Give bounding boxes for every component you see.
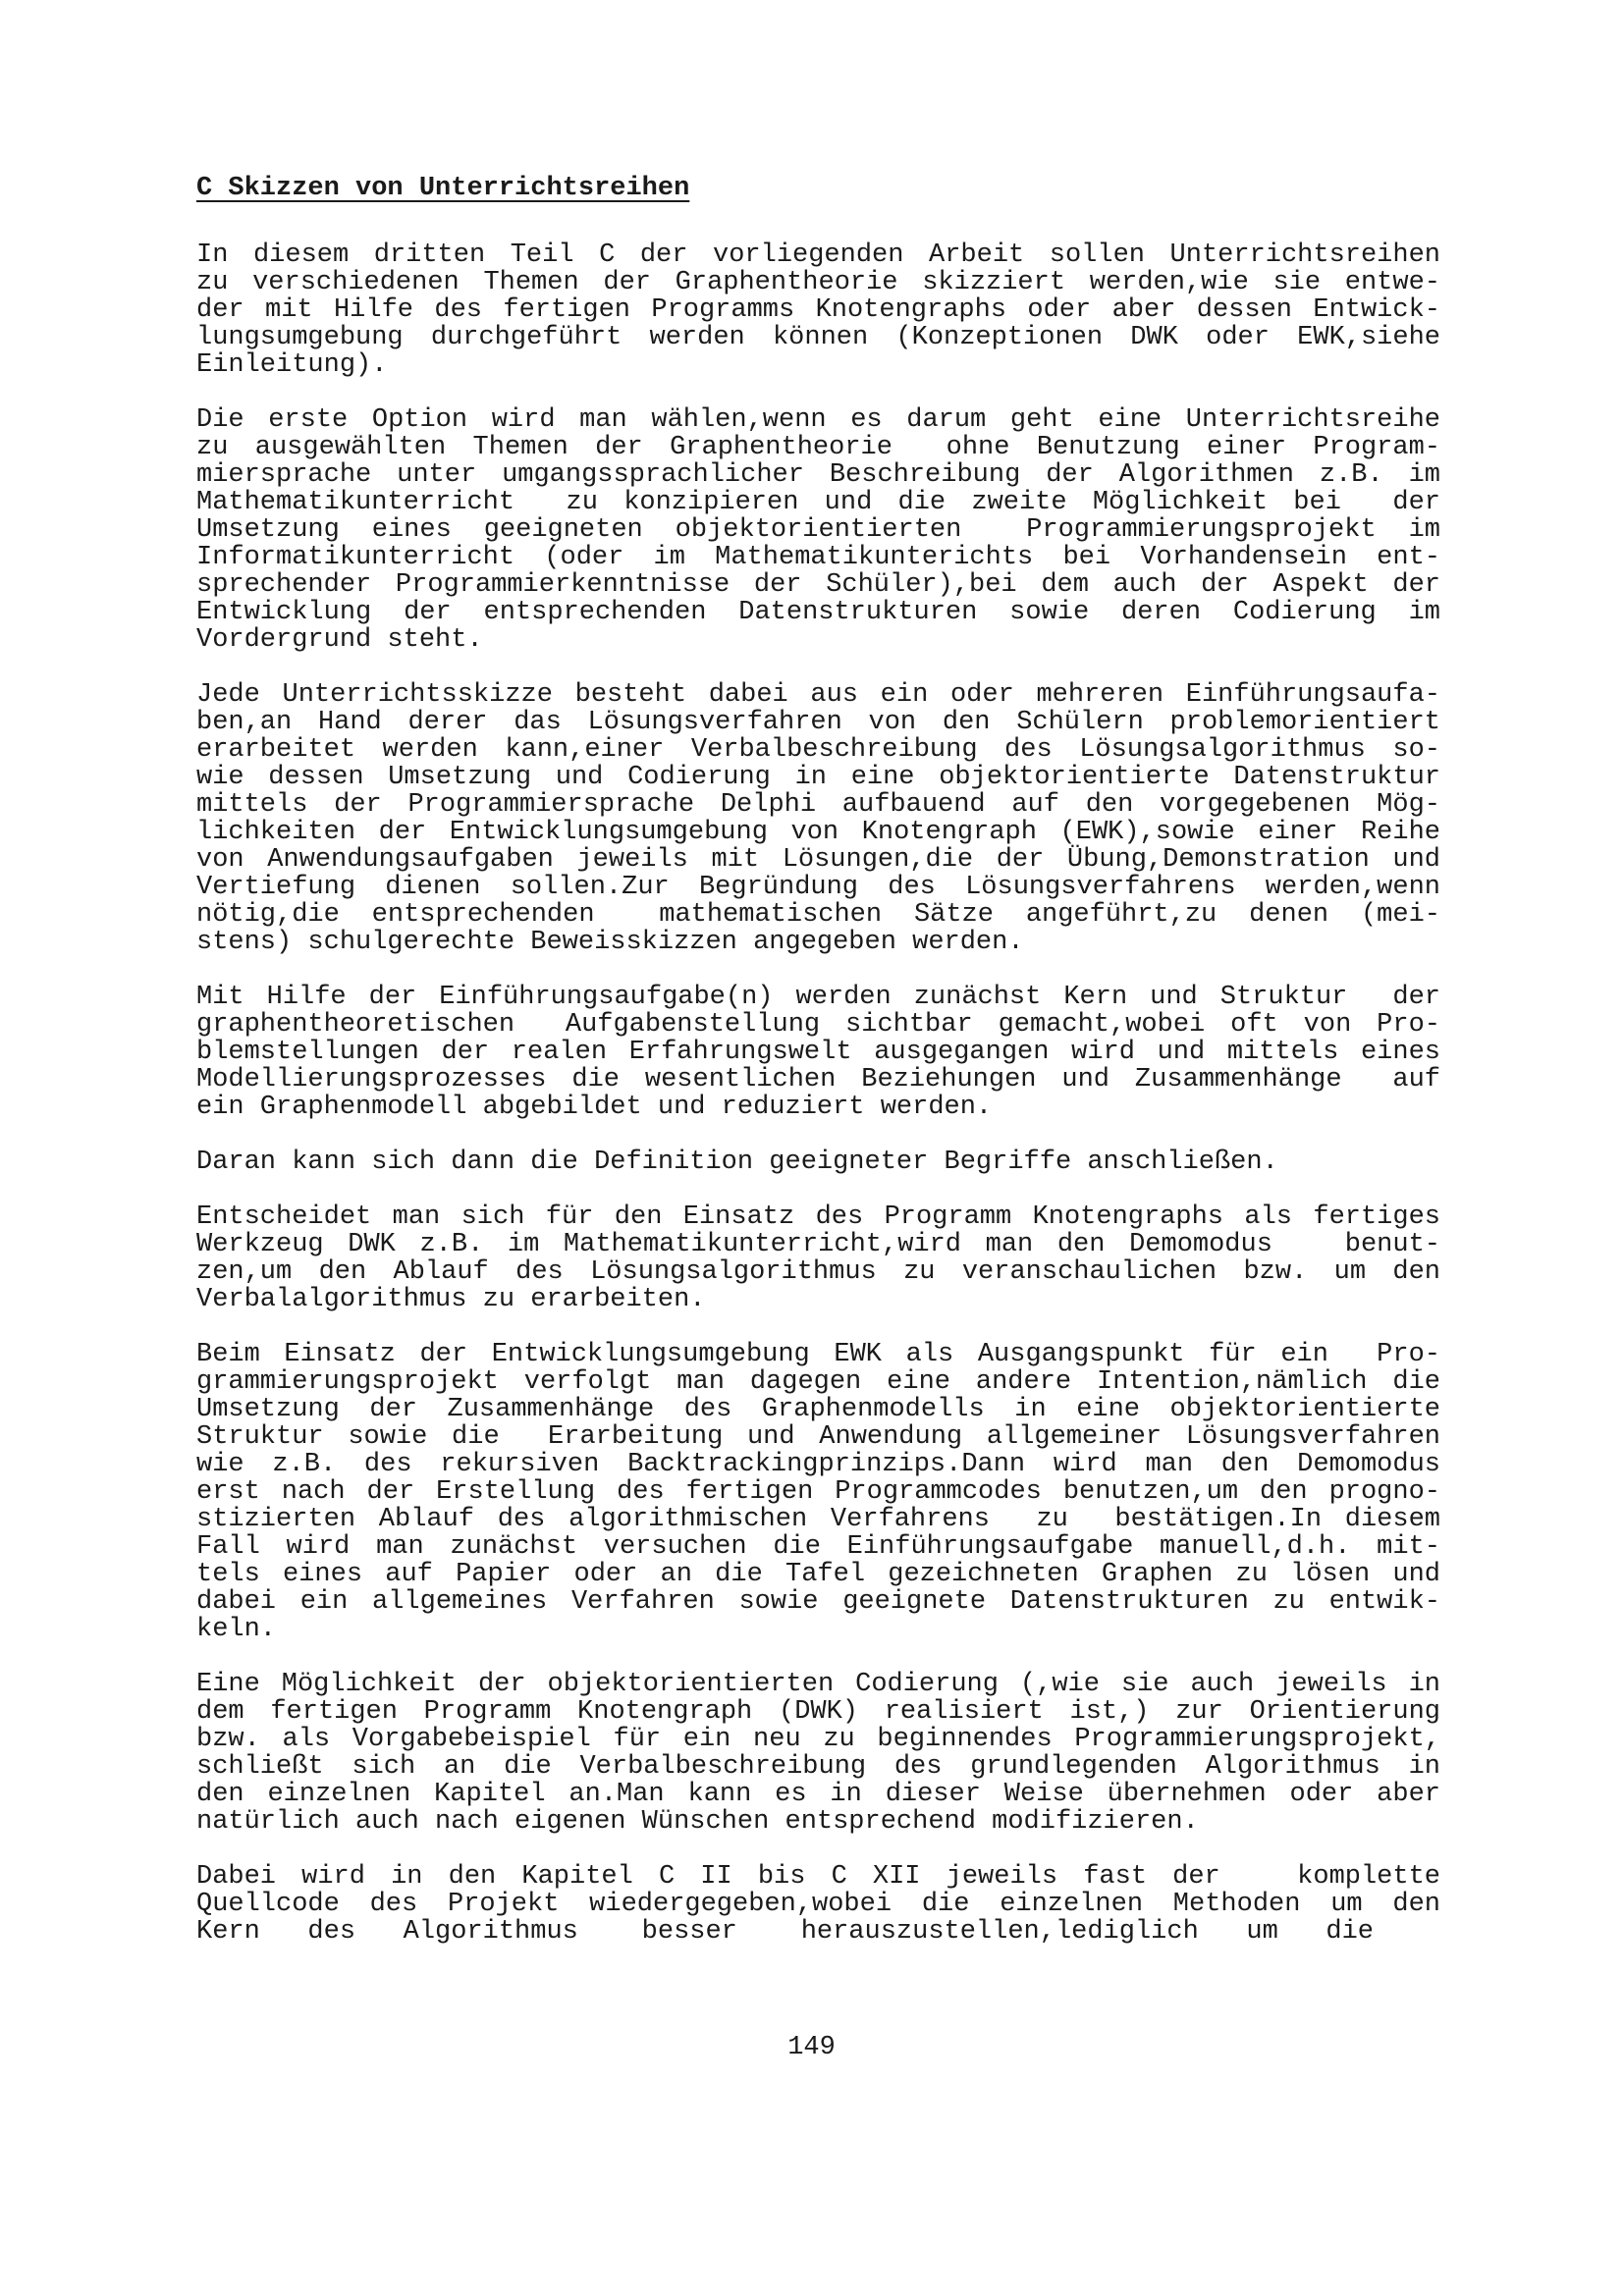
text-line: In diesem dritten Teil C der vorliegenden Arbeit sollen Unterrichtsreihen [196, 240, 1440, 270]
text-line: bzw. als Vorgabebeispiel für ein neu zu beginnendes Programmierungsprojekt, [196, 1725, 1440, 1754]
text-line: Struktur sowie die Erarbeitung und Anwendung allgemeiner Lösungsverfahren [196, 1422, 1440, 1452]
text-line: zu verschiedenen Themen der Graphentheorie skizziert werden,wie sie entwe- [196, 268, 1440, 297]
text-line: Dabei wird in den Kapitel C II bis C XII jeweils fast der komplette [196, 1862, 1440, 1892]
text-line: Entscheidet man sich für den Einsatz des Programm Knotengraphs als fertiges [196, 1202, 1440, 1232]
text-line: tels eines auf Papier oder an die Tafel gezeichneten Graphen zu lösen und [196, 1560, 1440, 1589]
text-line: nötig,die entsprechenden mathematischen Sätze angeführt,zu denen (mei- [196, 900, 1440, 930]
text-line: Umsetzung eines geeigneten objektorientierten Programmierungsprojekt im [196, 515, 1440, 545]
text-line: natürlich auch nach eigenen Wünschen entsprechend modifizieren. [196, 1807, 1199, 1837]
text-line: graphentheoretischen Aufgabenstellung sichtbar gemacht,wobei oft von Pro- [196, 1010, 1440, 1040]
paragraph [196, 1341, 1440, 1643]
text-line: miersprache unter umgangssprachlicher Beschreibung der Algorithmen z.B. im [196, 460, 1440, 490]
text-line: Vertiefung dienen sollen.Zur Begründung des Lösungsverfahrens werden,wenn [196, 873, 1440, 902]
document-page [196, 175, 1440, 1973]
text-line: Werkzeug DWK z.B. im Mathematikunterricht,wird man den Demomodus benut- [196, 1230, 1440, 1259]
text-line: Einleitung). [196, 350, 388, 380]
paragraph [196, 984, 1440, 1121]
text-line: Informatikunterricht (oder im Mathematikunterichts bei Vorhandensein ent- [196, 543, 1440, 572]
text-line: lungsumgebung durchgeführt werden können (Konzeptionen DWK oder EWK,siehe [196, 323, 1440, 352]
text-line: Verbalalgorithmus zu erarbeiten. [196, 1285, 706, 1314]
paragraph [196, 681, 1440, 956]
paragraph [196, 406, 1440, 654]
text-line: stens) schulgerechte Beweisskizzen angegeben werden. [196, 928, 1024, 957]
paragraph [196, 1203, 1440, 1313]
text-line: zu ausgewählten Themen der Graphentheorie ohne Benutzung einer Program- [196, 433, 1440, 462]
text-line: Fall wird man zunächst versuchen die Einführungsaufgabe manuell,d.h. mit- [196, 1532, 1440, 1562]
text-line: Quellcode des Projekt wiedergegeben,wobei die einzelnen Methoden um den [196, 1890, 1440, 1919]
text-line: schließt sich an die Verbalbeschreibung des grundlegenden Algorithmus in [196, 1752, 1440, 1782]
text-line: grammierungsprojekt verfolgt man dagegen eine andere Intention,nämlich die [196, 1367, 1440, 1397]
paragraph [196, 1671, 1440, 1836]
text-line: Daran kann sich dann die Definition geeigneter Begriffe anschließen. [196, 1148, 1278, 1177]
text-line: zen,um den Ablauf des Lösungsalgorithmus zu veranschaulichen bzw. um den [196, 1257, 1440, 1287]
text-line: Mathematikunterricht zu konzipieren und die zweite Möglichkeit bei der [196, 488, 1440, 517]
text-line: ein Graphenmodell abgebildet und reduziert werden. [196, 1093, 993, 1122]
paragraph [196, 1148, 1440, 1176]
text-line: Beim Einsatz der Entwicklungsumgebung EWK als Ausgangspunkt für ein Pro- [196, 1340, 1440, 1369]
text-line: von Anwendungsaufgaben jeweils mit Lösungen,die der Übung,Demonstration und [196, 845, 1440, 875]
page-title: C Skizzen von Unterrichtsreihen [196, 174, 690, 203]
page-number: 149 [787, 2033, 836, 2062]
text-line: wie z.B. des rekursiven Backtrackingprinzips.Dann wird man den Demomodus [196, 1450, 1440, 1479]
text-line: Vordergrund steht. [196, 625, 483, 655]
text-line: Modellierungsprozesses die wesentlichen Beziehungen und Zusammenhänge auf [196, 1065, 1440, 1095]
paragraph [196, 241, 1440, 379]
text-line: mittels der Programmiersprache Delphi aufbauend auf den vorgegebenen Mög- [196, 790, 1440, 820]
text-line: stizierten Ablauf des algorithmischen Verfahrens zu bestätigen.In diesem [196, 1505, 1440, 1534]
text-line: erarbeitet werden kann,einer Verbalbeschreibung des Lösungsalgorithmus so- [196, 735, 1440, 765]
paragraph [196, 1863, 1440, 1946]
text-line: ben,an Hand derer das Lösungsverfahren von den Schülern problemorientiert [196, 708, 1440, 737]
text-line: sprechender Programmierkenntnisse der Schüler),bei dem auch der Aspekt der [196, 570, 1440, 600]
text-line: wie dessen Umsetzung und Codierung in eine objektorientierte Datenstruktur [196, 763, 1440, 792]
text-line: Kern des Algorithmus besser herauszustellen,lediglich um die [196, 1917, 1374, 1947]
text-line: Entwicklung der entsprechenden Datenstrukturen sowie deren Codierung im [196, 598, 1440, 627]
text-line: Jede Unterrichtsskizze besteht dabei aus ein oder mehreren Einführungsaufa- [196, 680, 1440, 710]
text-line: den einzelnen Kapitel an.Man kann es in dieser Weise übernehmen oder aber [196, 1780, 1440, 1809]
text-line: der mit Hilfe des fertigen Programms Knotengraphs oder aber dessen Entwick- [196, 295, 1440, 325]
text-line: Umsetzung der Zusammenhänge des Graphenmodells in eine objektorientierte [196, 1395, 1440, 1424]
text-line: erst nach der Erstellung des fertigen Programmcodes benutzen,um den progno- [196, 1477, 1440, 1507]
text-line: dabei ein allgemeines Verfahren sowie geeignete Datenstrukturen zu entwik- [196, 1587, 1440, 1617]
text-line: Die erste Option wird man wählen,wenn es darum geht eine Unterrichtsreihe [196, 405, 1440, 435]
text-line: lichkeiten der Entwicklungsumgebung von Knotengraph (EWK),sowie einer Reihe [196, 818, 1440, 847]
text-line: Mit Hilfe der Einführungsaufgabe(n) werden zunächst Kern und Struktur der [196, 983, 1440, 1012]
text-line: Eine Möglichkeit der objektorientierten Codierung (,wie sie auch jeweils in [196, 1670, 1440, 1699]
document-body [196, 241, 1440, 1946]
text-line: dem fertigen Programm Knotengraph (DWK) realisiert ist,) zur Orientierung [196, 1697, 1440, 1727]
text-line: blemstellungen der realen Erfahrungswelt ausgegangen wird und mittels eines [196, 1038, 1440, 1067]
text-line: keln. [196, 1615, 277, 1644]
